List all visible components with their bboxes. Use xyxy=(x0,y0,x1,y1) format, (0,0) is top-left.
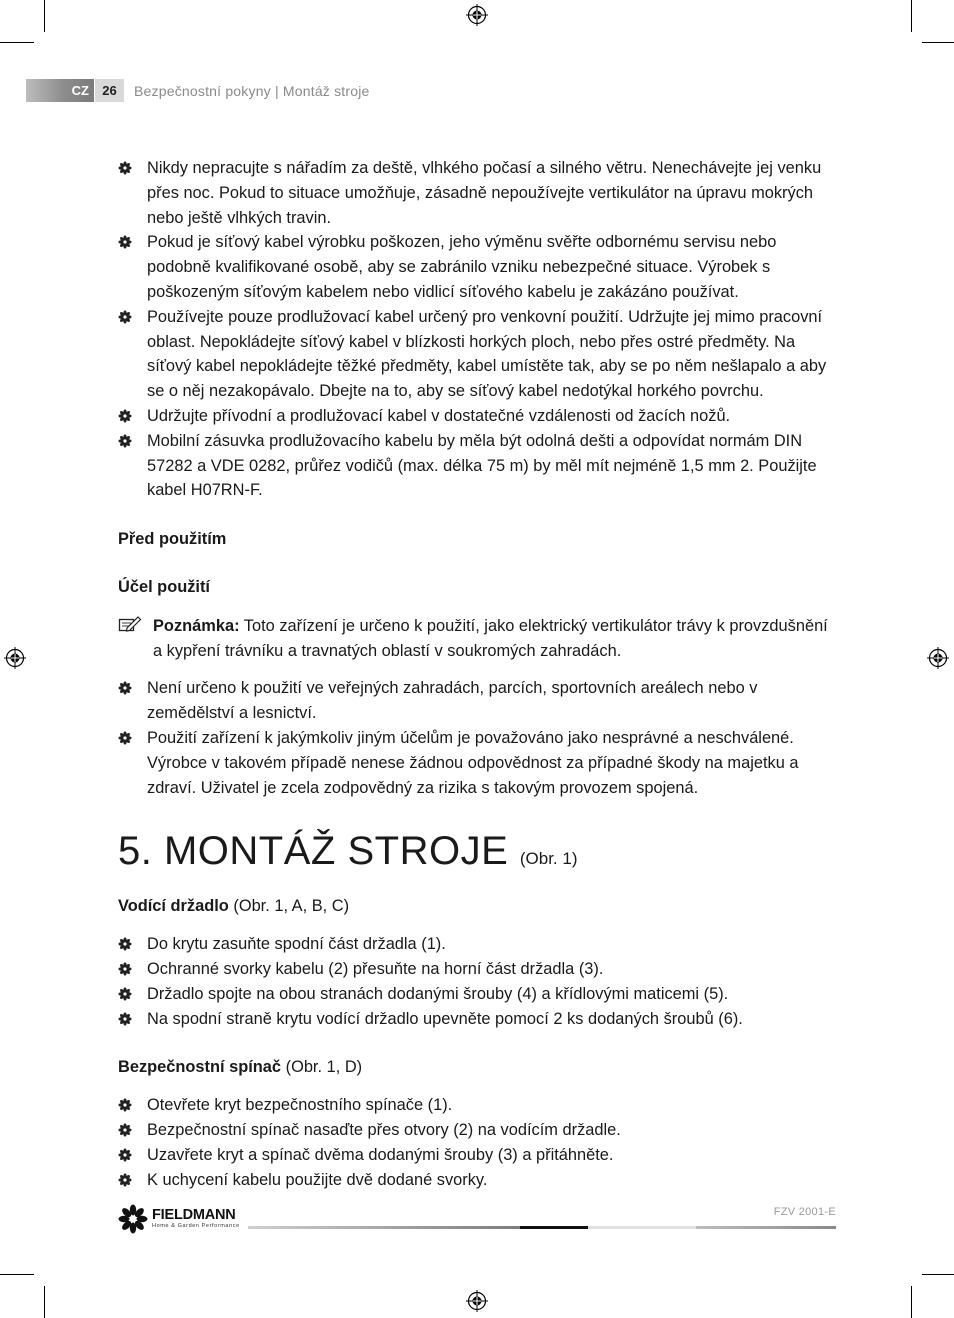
language-tag: CZ xyxy=(26,79,94,102)
flower-bullet-icon xyxy=(118,235,132,249)
chapter-figure-ref: (Obr. 1) xyxy=(519,849,578,869)
flower-bullet-icon xyxy=(118,1123,132,1137)
list-item xyxy=(118,932,834,957)
subsection-heading xyxy=(118,1055,834,1080)
flower-bullet-icon xyxy=(118,1012,132,1026)
list-item xyxy=(118,982,834,1007)
list-item-text: Není určeno k použití ve veřejných zahradách, parcích, sportovních areálech nebo v zemědělství a lesnictví. xyxy=(147,679,758,723)
subsection-title: Bezpečnostní spínač xyxy=(118,1058,282,1077)
list-item xyxy=(118,404,834,429)
figure-ref: (Obr. 1, A, B, C) xyxy=(233,897,350,916)
list-item-text: Ochranné svorky kabelu (2) přesuňte na horní část držadla (3). xyxy=(147,959,604,978)
flower-bullet-icon xyxy=(118,161,132,175)
list-item-text: Uzavřete kryt a spínač dvěma dodanými šrouby (3) a přitáhněte. xyxy=(147,1145,614,1164)
list-item-text: K uchycení kabelu použijte dvě dodané svorky. xyxy=(147,1170,488,1189)
list-item xyxy=(118,156,834,230)
list-item-text: Mobilní zásuvka prodlužovacího kabelu by měla být odolná dešti a odpovídat normám DIN 57282 a VDE 0282, průřez vodičů (max. délka 75 m) by měl mít nejméně 1,5 mm 2. Použijte kabel H07RN-F. xyxy=(147,431,817,500)
running-title: Bezpečnostní pokyny | Montáž stroje xyxy=(134,82,370,99)
page-footer xyxy=(118,1204,836,1234)
brand-logo xyxy=(118,1204,240,1234)
list-item-text: Pokud je síťový kabel výrobku poškozen, jeho výměnu svěřte odbornému servisu nebo podobně kvalifikované osobě, aby se zabránilo vzniku nebezpečné situace. Výrobek s poškozeným síťovým kabelem nebo vidlicí síťového kabelu je zakázáno používat. xyxy=(147,233,777,301)
list-item xyxy=(118,726,834,800)
list-item-text: Udržujte přívodní a prodlužovací kabel v dostatečné vzdálenosti od žacích nožů. xyxy=(147,406,731,425)
footer-rule xyxy=(696,1226,836,1229)
flower-bullet-icon xyxy=(118,434,132,448)
list-item-text: Bezpečnostní spínač nasaďte přes otvory (2) na vodícím držadle. xyxy=(147,1120,621,1139)
list-item xyxy=(118,429,834,503)
crop-mark xyxy=(44,0,45,32)
list-item xyxy=(118,1118,834,1143)
purpose-list xyxy=(118,676,834,800)
crop-mark xyxy=(911,1286,912,1318)
note-label: Poznámka: xyxy=(153,616,240,635)
flower-bullet-icon xyxy=(118,310,132,324)
chapter-title xyxy=(118,828,834,882)
page-content xyxy=(118,156,834,1192)
note-pencil-icon xyxy=(118,615,142,633)
list-item xyxy=(118,676,834,726)
flower-bullet-icon xyxy=(118,409,132,423)
list-item xyxy=(118,305,834,404)
flower-bullet-icon xyxy=(118,1098,132,1112)
chapter-title-text: 5. MONTÁŽ STROJE xyxy=(118,829,509,874)
registration-mark-icon xyxy=(4,647,26,669)
list-item-text: Do krytu zasuňte spodní část držadla (1). xyxy=(147,935,446,954)
flower-bullet-icon xyxy=(118,681,132,695)
safety-list xyxy=(118,156,834,503)
list-item-text: Držadlo spojte na obou stranách dodanými šrouby (4) a křídlovými maticemi (5). xyxy=(147,984,729,1003)
list-item xyxy=(118,230,834,304)
list-item-text: Používejte pouze prodlužovací kabel určený pro venkovní použití. Udržujte jej mimo pracovní oblast. Nepokládejte síťový kabel v blízkosti horkých ploch, nebo přes ostré předměty. Na síťový kabel nepokládejte těžké předměty, kabel umístěte tak, aby se po něm nešlapalo a aby se o něj nezakopávalo. Dbejte na to, aby se síťový kabel nedotýkal horkého povrchu. xyxy=(147,307,827,401)
crop-mark xyxy=(0,1274,34,1275)
crop-mark xyxy=(922,42,954,43)
flower-bullet-icon xyxy=(118,1148,132,1162)
subsection-heading xyxy=(118,894,834,919)
registration-mark-icon xyxy=(466,1290,488,1312)
crop-mark xyxy=(922,1274,954,1275)
list-item-text: Otevřete kryt bezpečnostního spínače (1). xyxy=(147,1096,453,1115)
brand-name: FIELDMANN xyxy=(152,1207,236,1223)
note-block xyxy=(118,614,834,664)
flower-bullet-icon xyxy=(118,1173,132,1187)
list-item xyxy=(118,1007,834,1032)
brand-tagline: Home & Garden Performance xyxy=(152,1223,240,1229)
list-item xyxy=(118,1143,834,1168)
fieldmann-swirl-icon xyxy=(118,1204,148,1234)
flower-bullet-icon xyxy=(118,731,132,745)
model-number: FZV 2001-E xyxy=(773,1206,836,1218)
crop-mark xyxy=(911,0,912,32)
footer-rule xyxy=(248,1226,520,1229)
handle-steps xyxy=(118,932,834,1031)
registration-mark-icon xyxy=(927,647,949,669)
subsection-title: Vodící držadlo xyxy=(118,897,229,916)
flower-bullet-icon xyxy=(118,937,132,951)
footer-rule xyxy=(520,1226,588,1229)
flower-bullet-icon xyxy=(118,987,132,1001)
list-item-text: Na spodní straně krytu vodící držadlo upevněte pomocí 2 ks dodaných šroubů (6). xyxy=(147,1009,743,1028)
section-heading: Účel použití xyxy=(118,577,210,596)
list-item-text: Nikdy nepracujte s nářadím za deště, vlhkého počasí a silného větru. Nenechávejte jej venku přes noc. Pokud to situace umožňuje, zásadně nepoužívejte vertikulátor na úpravu mokrých nebo ještě vlhkých travin. xyxy=(147,159,822,227)
flower-bullet-icon xyxy=(118,962,132,976)
section-heading: Před použitím xyxy=(118,530,227,549)
figure-ref: (Obr. 1, D) xyxy=(285,1058,363,1077)
switch-steps xyxy=(118,1093,834,1192)
page-header xyxy=(26,79,370,102)
list-item xyxy=(118,957,834,982)
note-text: Toto zařízení je určeno k použití, jako elektrický vertikulátor trávy k provzdušnění a kypření trávníku a travnatých oblastí v soukromých zahradách. xyxy=(153,616,828,660)
page-number: 26 xyxy=(95,79,124,102)
crop-mark xyxy=(0,42,34,43)
registration-mark-icon xyxy=(466,4,488,26)
footer-rule xyxy=(588,1226,696,1229)
crop-mark xyxy=(44,1286,45,1318)
list-item-text: Použití zařízení k jakýmkoliv jiným účelům je považováno jako nesprávné a neschválené. Výrobce v takovém případě nenese žádnou odpovědnost za případné škody na majetku a zdraví. Uživatel je zcela zodpovědný za rizika s takovým provozem spojená. xyxy=(147,728,799,797)
list-item xyxy=(118,1093,834,1118)
list-item xyxy=(118,1168,834,1193)
